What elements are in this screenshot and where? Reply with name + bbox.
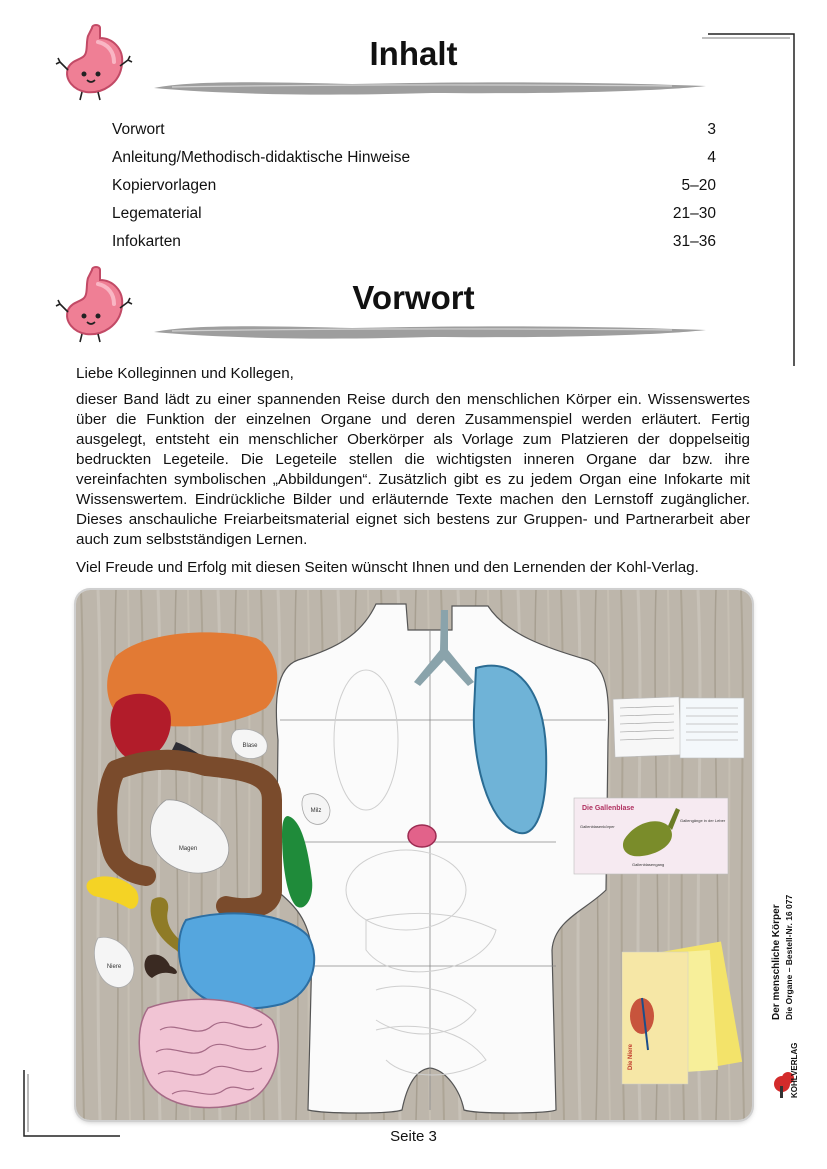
label-gallenblasengang: Gallenblasengang <box>632 862 665 867</box>
closing-text: Viel Freude und Erfolg mit diesen Seiten wünscht Ihnen und den Lernenden der Kohl-Verlag. <box>76 559 699 576</box>
sidebar-line1: Der menschliche Körper <box>771 904 782 1020</box>
toc-entry-pages: 31–36 <box>672 233 716 250</box>
label-niere: Niere <box>106 964 122 970</box>
toc-entry-title: Infokarten <box>112 233 181 250</box>
greeting-text: Liebe Kolleginnen und Kollegen, <box>76 365 294 382</box>
toc-entry[interactable] <box>112 228 716 256</box>
page-number: Seite 3 <box>390 1128 437 1145</box>
toc-entry-pages: 4 <box>707 149 716 166</box>
toc-entry-pages: 5–20 <box>681 177 716 194</box>
toc-entry[interactable] <box>112 116 716 144</box>
organ-photo-illustration <box>76 590 752 1120</box>
toc-heading: Inhalt <box>369 35 458 72</box>
label-blase: Blase <box>242 743 258 749</box>
toc-entry-title: Legematerial <box>112 205 202 222</box>
foreword-body <box>76 390 750 550</box>
sidebar-line2: Die Organe – Bestell-Nr. 16 077 <box>784 894 794 1020</box>
toc-entry[interactable] <box>112 144 716 172</box>
organ-material-photo <box>76 590 752 1120</box>
foreword-heading: Vorwort <box>352 279 475 316</box>
toc-entry-pages: 21–30 <box>672 205 716 222</box>
label-milz: Milz <box>310 808 322 814</box>
body-paragraph: dieser Band lädt zu einer spannenden Reise durch den menschlichen Körper ein. Wissenswertes über die Funktion der einzelnen Organe und deren Zusammenspiel werden erläutert. Fertig ausgelegt, entsteht ein menschlicher Oberkörper als Vorlage zum Platzieren der doppelseitig bedruckten Legeteile. Die Legeteile stellen die wichtigsten inneren Organe dar bzw. ihre vereinfachten symbolischen „Abbildungen“. Zusätzlich gibt es zu jedem Organ eine Infokarte mit Wissenswertem. Eindrückliche Bilder und erläuternde Texte machen den Lernstoff zugänglicher. Dieses anschauliche Freiarbeitsmaterial eignet sich bestens zur Gruppen- und Partnerarbeit aber auch zum selbstständigen Lernen. <box>76 391 750 548</box>
publisher-logo <box>768 1040 816 1100</box>
sidebar-text <box>770 880 810 1020</box>
foreword-closing <box>76 558 750 578</box>
toc-entry-title: Kopiervorlagen <box>112 177 217 194</box>
label-gallenblasenkoerper: Gallenblasenkörper <box>580 824 615 829</box>
toc-entry-pages: 3 <box>707 121 716 138</box>
brush-stroke-divider <box>152 78 708 98</box>
publisher-name: KOHLVERLAG <box>790 1042 799 1098</box>
label-magen: Magen <box>178 846 198 852</box>
toc-entry-title: Vorwort <box>112 121 165 138</box>
label-gallenblase-card: Die Gallenblase <box>582 805 635 812</box>
toc-entry-title: Anleitung/Methodisch-didaktische Hinweise <box>112 149 411 166</box>
label-gallengaenge: Gallengänge in der Leber <box>680 818 726 823</box>
brush-stroke-divider <box>152 322 708 342</box>
toc-entry[interactable] <box>112 172 716 200</box>
label-niere-card: Die Niere <box>628 1043 634 1070</box>
toc-entry[interactable] <box>112 200 716 228</box>
table-of-contents <box>112 116 716 256</box>
foreword-greeting <box>76 364 750 384</box>
sidebar-series-info <box>770 880 810 1020</box>
